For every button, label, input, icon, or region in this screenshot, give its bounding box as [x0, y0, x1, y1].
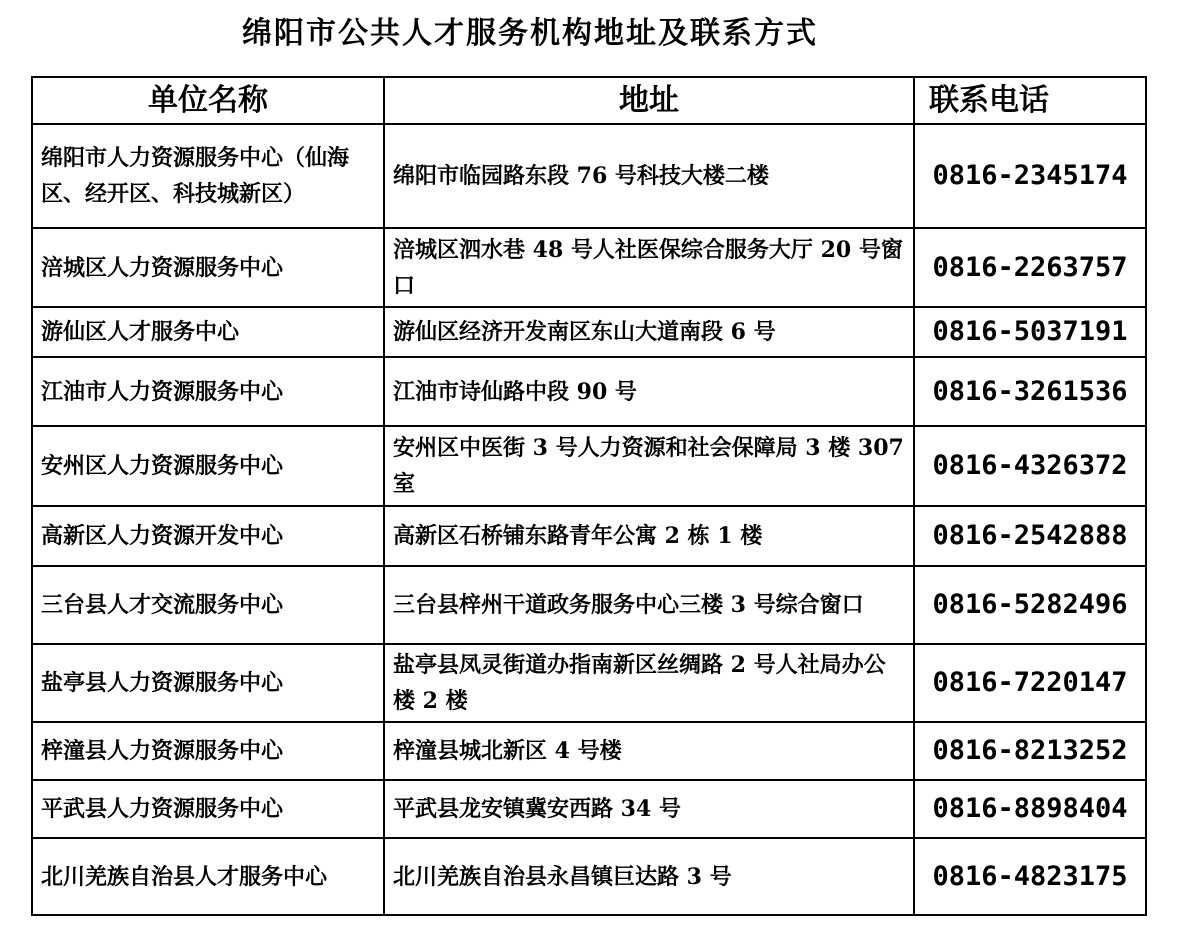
unit-name-cell: 高新区人力资源开发中心	[32, 506, 384, 566]
address-cell: 平武县龙安镇冀安西路 34 号	[384, 780, 914, 838]
column-header-unit-name: 单位名称	[32, 77, 384, 124]
phone-cell: 0816-4823175	[914, 838, 1146, 915]
table-row	[32, 506, 1146, 566]
unit-name-cell: 安州区人力资源服务中心	[32, 426, 384, 506]
unit-name-cell: 游仙区人才服务中心	[32, 307, 384, 357]
unit-name-cell: 平武县人力资源服务中心	[32, 780, 384, 838]
table-header-row	[32, 77, 1146, 124]
address-cell: 三台县梓州干道政务服务中心三楼 3 号综合窗口	[384, 566, 914, 644]
address-cell: 安州区中医街 3 号人力资源和社会保障局 3 楼 307 室	[384, 426, 914, 506]
table-row	[32, 307, 1146, 357]
phone-cell: 0816-3261536	[914, 357, 1146, 426]
unit-name-cell: 绵阳市人力资源服务中心（仙海区、经开区、科技城新区）	[32, 124, 384, 228]
column-header-address: 地址	[384, 77, 914, 124]
contacts-table	[31, 76, 1147, 916]
table-row	[32, 838, 1146, 915]
table-row	[32, 426, 1146, 506]
unit-name-cell: 涪城区人力资源服务中心	[32, 228, 384, 307]
table-row	[32, 644, 1146, 722]
phone-cell: 0816-2345174	[914, 124, 1146, 228]
address-cell: 游仙区经济开发南区东山大道南段 6 号	[384, 307, 914, 357]
table-row	[32, 722, 1146, 780]
phone-cell: 0816-5282496	[914, 566, 1146, 644]
column-header-phone: 联系电话	[914, 77, 1146, 124]
phone-cell: 0816-4326372	[914, 426, 1146, 506]
address-cell: 北川羌族自治县永昌镇巨达路 3 号	[384, 838, 914, 915]
unit-name-cell: 盐亭县人力资源服务中心	[32, 644, 384, 722]
address-cell: 江油市诗仙路中段 90 号	[384, 357, 914, 426]
table-row	[32, 357, 1146, 426]
unit-name-cell: 梓潼县人力资源服务中心	[32, 722, 384, 780]
unit-name-cell: 江油市人力资源服务中心	[32, 357, 384, 426]
table-row	[32, 566, 1146, 644]
address-cell: 梓潼县城北新区 4 号楼	[384, 722, 914, 780]
phone-cell: 0816-2542888	[914, 506, 1146, 566]
table-row	[32, 124, 1146, 228]
address-cell: 绵阳市临园路东段 76 号科技大楼二楼	[384, 124, 914, 228]
phone-cell: 0816-5037191	[914, 307, 1146, 357]
table-row	[32, 228, 1146, 307]
phone-cell: 0816-7220147	[914, 644, 1146, 722]
address-cell: 涪城区泗水巷 48 号人社医保综合服务大厅 20 号窗口	[384, 228, 914, 307]
unit-name-cell: 三台县人才交流服务中心	[32, 566, 384, 644]
unit-name-cell: 北川羌族自治县人才服务中心	[32, 838, 384, 915]
address-cell: 盐亭县凤灵街道办指南新区丝绸路 2 号人社局办公楼 2 楼	[384, 644, 914, 722]
table-row	[32, 780, 1146, 838]
address-cell: 高新区石桥铺东路青年公寓 2 栋 1 楼	[384, 506, 914, 566]
phone-cell: 0816-2263757	[914, 228, 1146, 307]
phone-cell: 0816-8898404	[914, 780, 1146, 838]
phone-cell: 0816-8213252	[914, 722, 1146, 780]
document-title: 绵阳市公共人才服务机构地址及联系方式	[242, 16, 818, 51]
